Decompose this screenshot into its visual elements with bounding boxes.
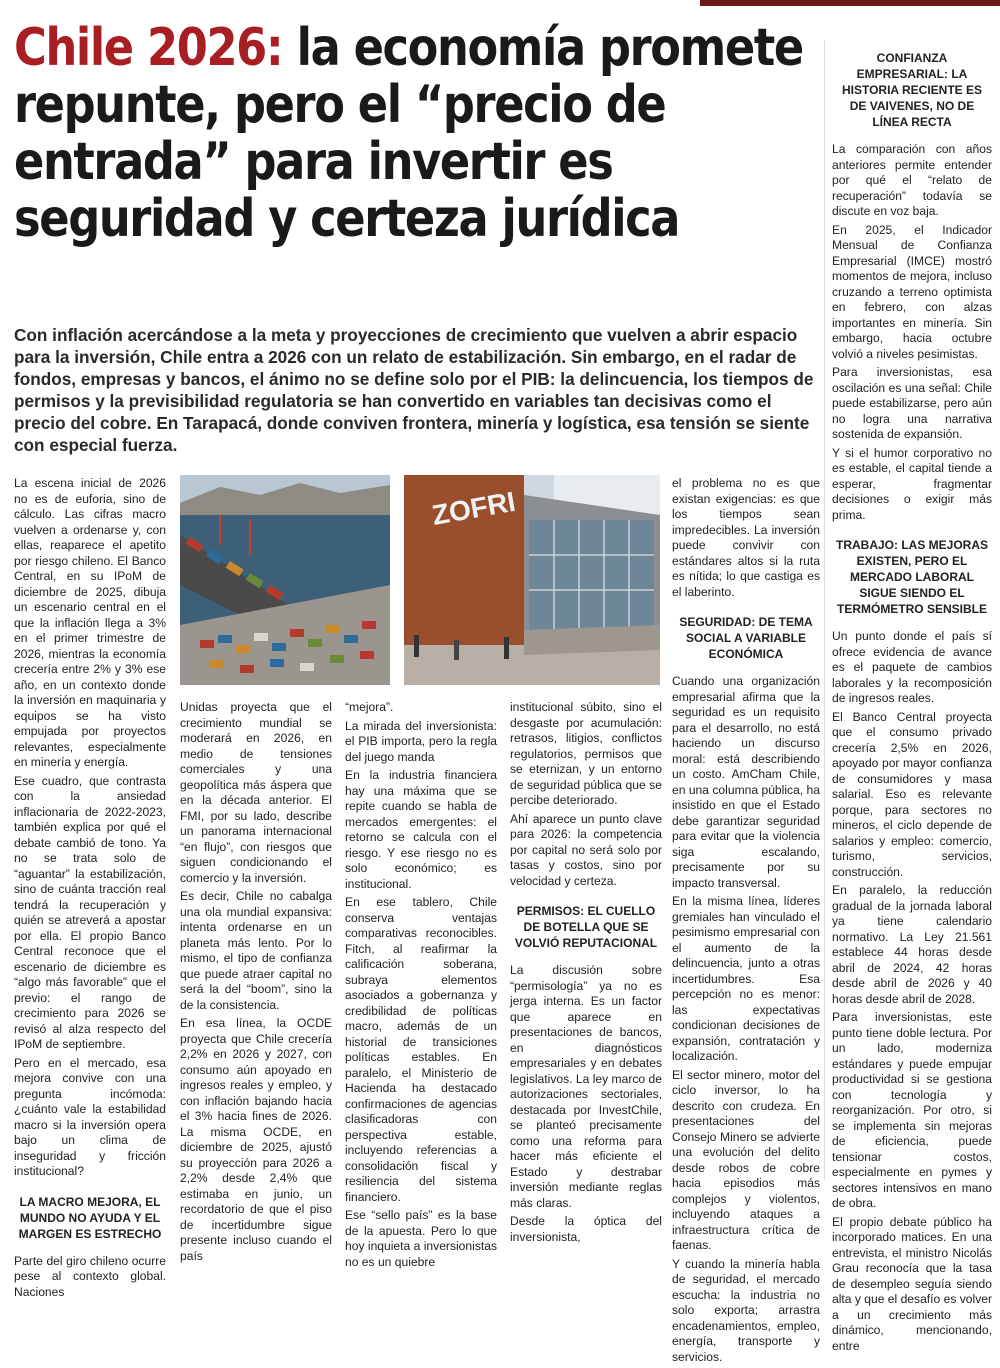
col1-subheading: LA MACRO MEJORA, EL MUNDO NO AYUDA Y EL MARGEN ES ESTRECHO (18, 1194, 162, 1241)
col5-paragraph: Y cuando la minería habla de seguridad, el mercado escucha: la industria no solo exporta; arrastra encadenamientos, empleo, energía, transporte y servicios. (672, 1256, 820, 1364)
col4-subheading: PERMISOS: EL CUELLO DE BOTELLA QUE SE VOLVIÓ REPUTACIONAL (514, 904, 658, 950)
col2-paragraph: En esa línea, la OCDE proyecta que Chile crecería 2,2% en 2026 y 2027, con consumo aún apoyado en ingresos reales y empleo, y con inflación bajando hacia el 3% hacia fines de 2026. La misma OCDE, en diciembre de 2025, ajustó su proyección para 2026 a 2,2% desde 2,4% que estimaba en junio, un recordatorio de que el piso de incertidumbre sigue presente incluso cuando el país (180, 1016, 332, 1263)
col5-subheading: SEGURIDAD: DE TEMA SOCIAL A VARIABLE ECONÓMICA (679, 615, 813, 661)
col3-paragraph: “mejora”. (345, 700, 394, 714)
col3-paragraph: Ese “sello país” es la base de la apuesta. Pero lo que hoy inquieta a inversionistas no es un quiebre (345, 1208, 497, 1269)
sidebar-column (832, 50, 992, 1354)
zofri-photo (404, 475, 660, 685)
col3-paragraph: En la industria financiera hay una máxima que se repite cuando se habla de mercados emergentes: el retorno se calcula con el riesgo. Y ese riesgo no es solo económico; es institucional. (345, 768, 497, 891)
sidebar-paragraph: La comparación con años anteriores permite entender por qué el “relato de recuperación” todavía se discute en voz baja. (832, 142, 992, 218)
col3-paragraph: En ese tablero, Chile conserva ventajas comparativas reconocibles. Fitch, al reafirmar la calificación soberana, subraya elementos asociados a gobernanza y credibilidad de políticas macro, además de un historial de transiciones políticas estables. En paralelo, el Ministerio de Hacienda ha destacado confirmaciones de agencias clasificadoras con perspectiva estable, incluyendo referencias a consolidación fiscal y resiliencia del sistema financiero. (345, 895, 497, 1204)
sidebar-paragraph: Para inversionistas, esa oscilación es una señal: Chile puede estabilizarse, pero aún no logra una narrativa sostenida de expansión. (832, 365, 992, 441)
sidebar-paragraph: El Banco Central proyecta que el consumo privado crecería 2,5% en 2026, apoyado por mayor confianza de consumidores y masa salarial. Eso es relevante porque, para sectores no mineros, el ciclo depende de salarios y empleo: comercio, turismo, servicios, construcción. (832, 709, 992, 879)
lead-paragraph: Con inflación acercándose a la meta y proyecciones de crecimiento que vuelven a abrir espacio para la inversión, Chile entra a 2026 con un relato de estabilización. Sin embargo, en el radar de fondos, empresas y bancos, el ánimo no se define solo por el PIB: la delincuencia, los tiempos de permisos y la previsibilidad regulatoria se han convertido en variables tan decisivas como el precio del cobre. En Tarapacá, donde conviven frontera, minería y logística, esa tensión se siente con especial fuerza. (14, 325, 814, 455)
col5-paragraph: El sector minero, motor del ciclo inversor, lo ha descrito con crudeza. En presentaciones del Consejo Minero se advierte una evolución del delito desde robos de cobre hacia episodios más complejos y violentos, incluyendo ataques a infraestructura crítica de faenas. (672, 1067, 820, 1252)
col2-paragraph: Es decir, Chile no cabalga una ola mundial expansiva: intenta ordenarse en un planeta más lento. Por lo mismo, el tipo de confianza que puede atraer capital no será la del “boom”, sino la de la consistencia. (180, 889, 332, 1012)
col4-paragraph: La discusión sobre “permisología” ya no es jerga interna. Es un factor que aparece en presentaciones de bancos, en diagnósticos empresariales y en debates legislativos. La ley marco de autorizaciones sectoriales, destacada por InvestChile, se planteó precisamente como una reforma para hacer más eficiente el Estado y destrabar inversión mediante reglas más claras. (510, 963, 662, 1210)
col1-paragraph: Parte del giro chileno ocurre pese al contexto global. Naciones (14, 1253, 166, 1299)
col5-paragraph: el problema no es que existan exigencias: es que los tiempos sean impredecibles. La inversión puede convivir con estándares altos si la ruta es nítida; lo que castiga es el laberinto. (672, 476, 820, 599)
column-1 (14, 476, 166, 1303)
col5-paragraph: En la misma línea, líderes gremiales han vinculado el pesimismo empresarial con el aumento de la delincuencia, junto a otras incertidumbres. Esa percepción no es menor: las expectativas condicionan decisiones de expansión, contratación y localización. (672, 894, 820, 1063)
col1-paragraph: Pero en el mercado, esa mejora convive con una pregunta incómoda: ¿cuánto vale la estabilidad macro si la inversión opera bajo un clima de inseguridad y fricción institucional? (14, 1055, 166, 1178)
col2-paragraph: Unidas proyecta que el crecimiento mundial se moderará en 2026, en medio de tensiones comerciales y una geopolítica más áspera que en la década anterior. El FMI, por su lado, describe un panorama internacional “en flujo”, con riesgos que siguen condicionando el comercio y la inversión. (180, 700, 332, 885)
sidebar (832, 50, 992, 1357)
column-5 (672, 476, 820, 1368)
column-4 (510, 700, 662, 1248)
column-3 (345, 700, 497, 1273)
top-decorative-bar (0, 0, 1000, 10)
sidebar-paragraph: Un punto donde el país sí ofrece evidencia de avance es el paquete de cambios laborales y la recomposición de ingresos reales. (832, 629, 992, 705)
col1-paragraph: La escena inicial de 2026 no es de euforia, sino de cálculo. Las cifras macro vuelven a ordenarse y, con ellas, reaparece el apetito por riesgo chileno. El Banco Central, en su IPoM de diciembre de 2025, dibuja un escenario central en el que la inflación llega a 3% en el primer trimestre de 2026, mientras la economía crecería entre 2% y 3% ese año, en un contexto donde la inversión en maquinaria y equipos se ha visto empujada por proyectos relevantes, especialmente en minería y energía. (14, 476, 166, 769)
headline-accent: Chile 2026: (14, 18, 283, 78)
sidebar-subheading: TRABAJO: LAS MEJORAS EXISTEN, PERO EL MERCADO LABORAL SIGUE SIENDO EL TERMÓMETRO SENSIBLE (835, 538, 988, 616)
column-divider (824, 40, 825, 1180)
col4-paragraph: Ahí aparece un punto clave para 2026: la competencia por capital no será solo por tasas y costos, sino por velocidad y certeza. (510, 811, 662, 888)
sidebar-subheading: CONFIANZA EMPRESARIAL: LA HISTORIA RECIENTE ES DE VAIVENES, NO DE LÍNEA RECTA (841, 51, 983, 129)
sidebar-paragraph: En 2025, el Indicador Mensual de Confianza Empresarial (IMCE) mostró momentos de mejora, incluso cruzando a terreno optimista en febrero, con alzas importantes en minería. Sin embargo, hacia octubre volvió a niveles pesimistas. (832, 222, 992, 361)
col1-paragraph: Ese cuadro, que contrasta con la ansiedad inflacionaria de 2022-2023, también explica por qué el debate cambió de tono. Ya no se trata solo de “aguantar” la estabilización, sino de cuánta tracción real tendrá la recuperación y quién se atreverá a apostar por ella. El propio Banco Central reconoce que el escenario de diciembre es “algo más favorable” que el previo: el rango de crecimiento para 2026 se revisó al alza respecto del IPoM de septiembre. (14, 773, 166, 1051)
sidebar-paragraph: Para inversionistas, este punto tiene doble lectura. Por un lado, moderniza estándares y puede empujar productividad si se gestiona con tecnología y reorganización. Por otro, si se implementa sin mejoras de eficiencia, puede tensionar costos, especialmente en pymes y sectores intensivos en mano de obra. (832, 1010, 992, 1210)
col3-paragraph: La mirada del inversionista: el PIB importa, pero la regla del juego manda (345, 718, 497, 764)
port-photo (180, 475, 390, 685)
zofri-sign: ZOFRI (429, 485, 518, 531)
headline (14, 20, 814, 248)
col4-paragraph: Desde la óptica del inversionista, (510, 1214, 662, 1244)
sidebar-paragraph: Y si el humor corporativo no es estable, el capital tiende a esperar, fragmentar decisiones o exigir más prima. (832, 445, 992, 522)
zofri-illustration (404, 475, 660, 685)
port-illustration (180, 475, 390, 685)
sidebar-paragraph: En paralelo, la reducción gradual de la jornada laboral ya tiene calendario normativo. La Ley 21.561 establece 44 horas desde abril de 2024, 42 horas desde abril de 2026 y 40 horas desde abril de 2028. (832, 883, 992, 1006)
top-bar-segment (700, 0, 1000, 6)
col4-paragraph: institucional súbito, sino el desgaste por acumulación: retrasos, litigios, conflictos regulatorios, permisos que se eternizan, y un entorno de seguridad pública que se percibe deteriorado. (510, 700, 662, 807)
col5-paragraph: Cuando una organización empresarial afirma que la seguridad es un requisito para el desarrollo, no está haciendo un discurso moral: está describiendo un costo. AmCham Chile, en una columna pública, ha insistido en que el Estado debe garantizar seguridad para evitar que la violencia siga escalando, precisamente por su impacto transversal. (672, 674, 820, 890)
sidebar-paragraph: El propio debate público ha incorporado matices. En una entrevista, el ministro Nicolás Grau reconocía que la tasa de desempleo seguía siendo alta y que el desafío es volver a un crecimiento más dinámico, mencionando, entre (832, 1214, 993, 1353)
headline-text: la economía promete repunte, pero el “precio de entrada” para invertir es seguridad y certeza jurídica (14, 18, 803, 249)
